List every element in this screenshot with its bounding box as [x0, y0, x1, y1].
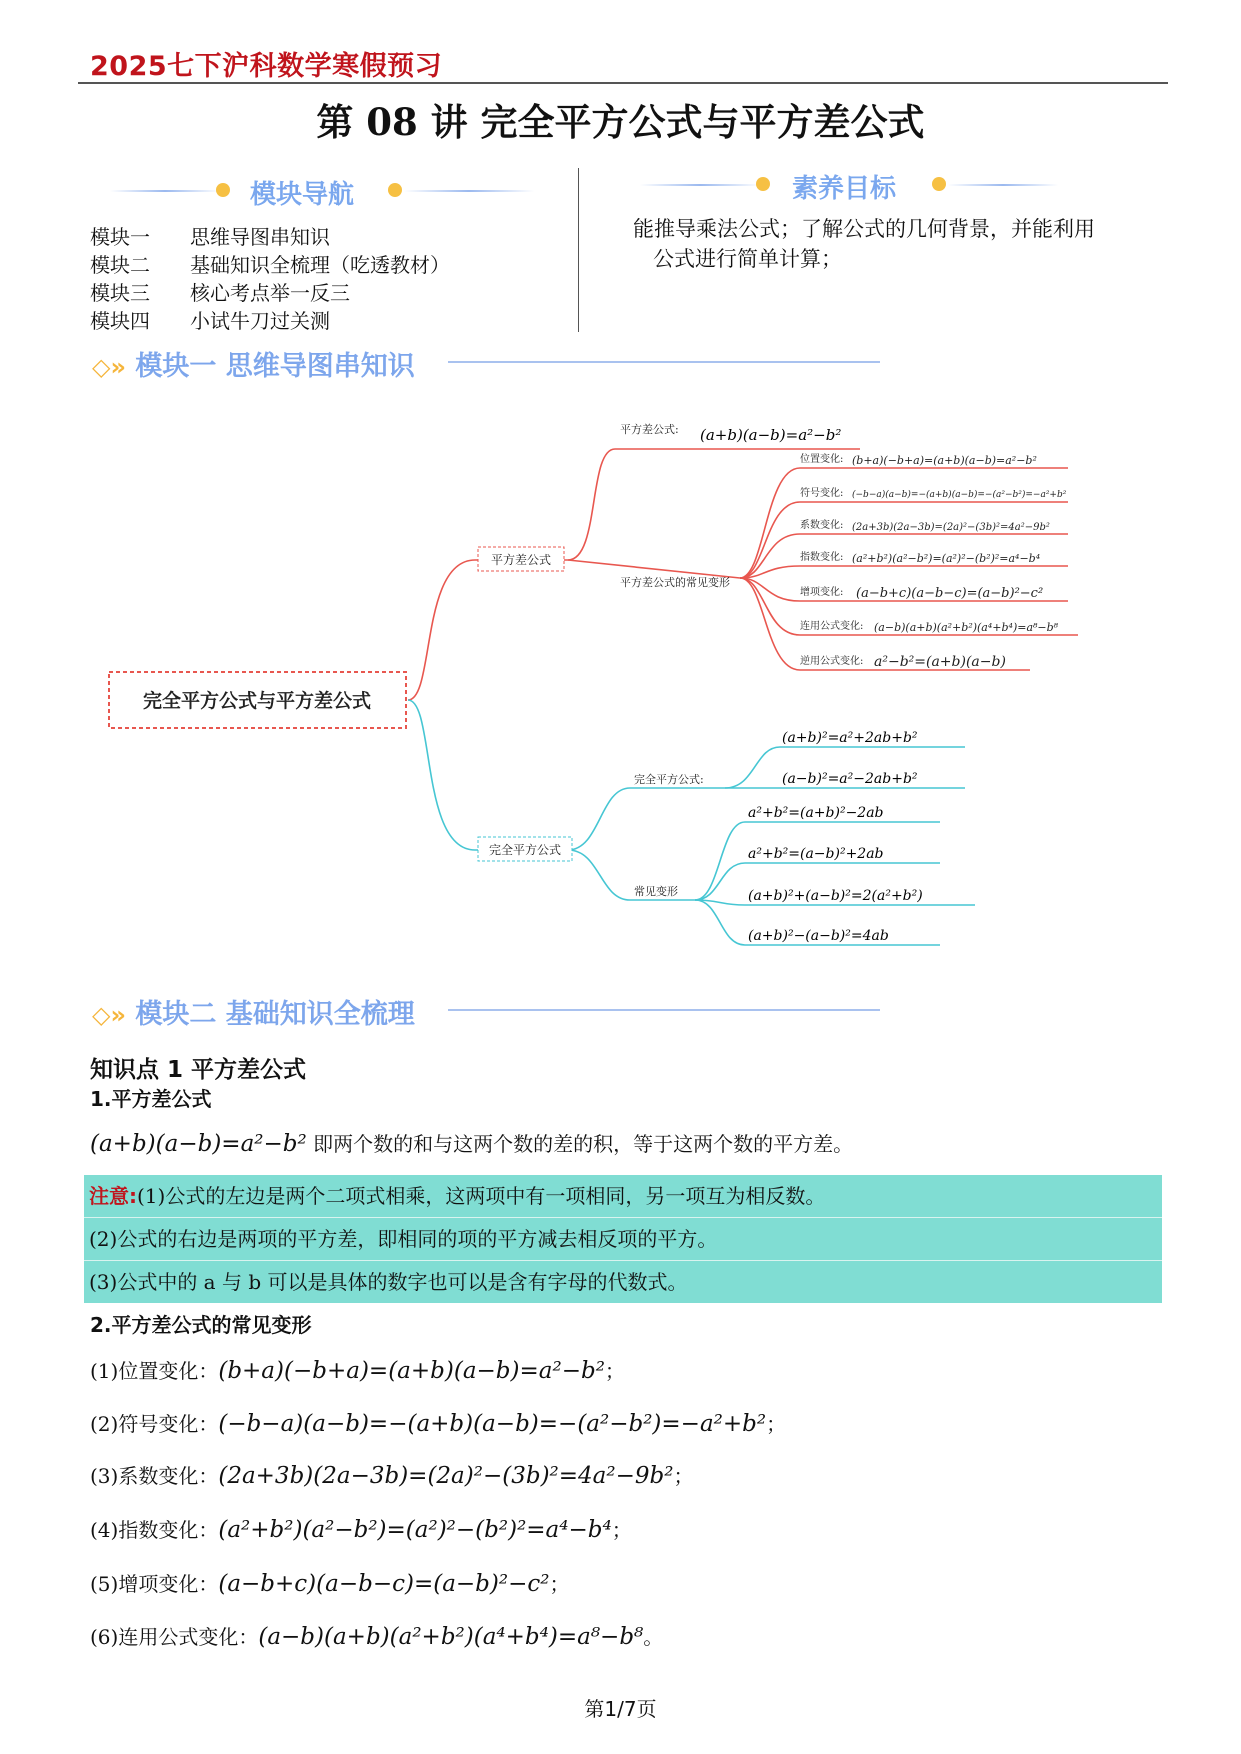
svg-text:连用公式变化:: 连用公式变化: — [800, 621, 864, 632]
svg-text:系数变化:: 系数变化: — [800, 520, 844, 531]
variant-row: (2)符号变化：(−b−a)(a−b)=−(a+b)(a−b)=−(a²−b²)=−a²+b²； — [90, 1411, 787, 1437]
svg-text:a²+b²=(a−b)²+2ab: a²+b²=(a−b)²+2ab — [748, 846, 884, 862]
mindmap-root: 完全平方公式与平方差公式 — [142, 690, 372, 712]
svg-text:(a+b)²−(a−b)²=4ab: (a+b)²−(a−b)²=4ab — [748, 928, 889, 944]
divider — [948, 184, 1058, 186]
variant-row: (6)连用公式变化：(a−b)(a+b)(a²+b²)(a⁴+b⁴)=a⁸−b⁸。 — [90, 1624, 664, 1650]
mindmap — [0, 400, 1241, 980]
double-chevron-icon: ◇» — [92, 353, 126, 381]
svg-text:指数变化:: 指数变化: — [800, 552, 844, 563]
divider — [448, 361, 880, 363]
double-chevron-icon: ◇» — [92, 1001, 126, 1029]
column-divider — [578, 168, 579, 332]
svg-text:(a−b)(a+b)(a²+b²)(a⁴+b⁴)=a⁸−b⁸: (a−b)(a+b)(a²+b²)(a⁴+b⁴)=a⁸−b⁸ — [874, 621, 1059, 634]
svg-text:(−b−a)(a−b)=−(a+b)(a−b)=−(a²−b: (−b−a)(a−b)=−(a+b)(a−b)=−(a²−b²)=−a²+b² — [852, 490, 1067, 500]
goals-text: 能推导乘法公式；了解公式的几何背景，并能利用 公式进行简单计算； — [633, 217, 1095, 271]
divider — [404, 190, 534, 192]
svg-text:(a−b+c)(a−b−c)=(a−b)²−c²: (a−b+c)(a−b−c)=(a−b)²−c² — [856, 586, 1044, 601]
svg-text:(a−b)²=a²−2ab+b²: (a−b)²=a²−2ab+b² — [782, 771, 918, 787]
note-box: 注意:(1)公式的左边是两个二项式相乘，这两项中有一项相同，另一项互为相反数。 (2)公式的右边是两项的平方差，即相同的项的平方减去相反项的平方。 (3)公式中的 a 与 b 可以是具体的数字也可以是含有字母的代数式。 — [84, 1175, 1162, 1303]
svg-text:a²+b²=(a+b)²−2ab: a²+b²=(a+b)²−2ab — [748, 805, 884, 821]
nav-item: 模块二 基础知识全梳理（吃透教材） — [90, 253, 450, 277]
nav-item: 模块一 思维导图串知识 — [90, 225, 330, 249]
kp1-sub2: 2.平方差公式的常见变形 — [90, 1313, 312, 1337]
nav-heading: 模块导航 — [250, 180, 355, 210]
module2-heading: ◇» 模块二 基础知识全梳理 — [92, 999, 415, 1030]
nav-item: 模块三 核心考点举一反三 — [90, 281, 350, 305]
divider — [640, 184, 760, 186]
svg-text:增项变化:: 增项变化: — [800, 587, 844, 598]
dot-icon — [388, 183, 402, 197]
module1-heading: ◇» 模块一 思维导图串知识 — [92, 351, 415, 382]
dot-icon — [932, 177, 946, 191]
svg-text:(2a+3b)(2a−3b)=(2a)²−(3b)²=4a²: (2a+3b)(2a−3b)=(2a)²−(3b)²=4a²−9b² — [852, 522, 1050, 533]
kp1-formula-line: (a+b)(a−b)=a²−b² 即两个数的和与这两个数的差的积，等于这两个数的平方差。 — [90, 1131, 854, 1157]
dot-icon — [216, 183, 230, 197]
goals-heading: 素养目标 — [792, 174, 897, 204]
svg-text:(a²+b²)(a²−b²)=(a²)²−(b²)²=a⁴−: (a²+b²)(a²−b²)=(a²)²−(b²)²=a⁴−b⁴ — [852, 552, 1041, 565]
page-title: 第 08 讲 完全平方公式与平方差公式 — [316, 100, 925, 144]
kp1-title: 知识点 1 平方差公式 — [90, 1057, 307, 1083]
variant-row: (3)系数变化：(2a+3b)(2a−3b)=(2a)²−(3b)²=4a²−9b²； — [90, 1463, 694, 1489]
svg-text:(a+b)(a−b)=a²−b²: (a+b)(a−b)=a²−b² — [700, 426, 842, 444]
svg-text:完全平方公式:: 完全平方公式: — [634, 773, 704, 786]
svg-text:符号变化:: 符号变化: — [800, 488, 844, 499]
mindmap-branch-a: 平方差公式 — [490, 553, 552, 567]
svg-text:(b+a)(−b+a)=(a+b)(a−b)=a²−b²: (b+a)(−b+a)=(a+b)(a−b)=a²−b² — [852, 454, 1037, 467]
svg-text:(a+b)²+(a−b)²=2(a²+b²): (a+b)²+(a−b)²=2(a²+b²) — [748, 888, 923, 904]
dot-icon — [756, 177, 770, 191]
kp1-sub1: 1.平方差公式 — [90, 1087, 212, 1111]
mindmap-branch-b: 完全平方公式 — [488, 843, 562, 857]
page-number: 第1/7页 — [584, 1697, 657, 1721]
svg-text:a²−b²=(a+b)(a−b): a²−b²=(a+b)(a−b) — [874, 654, 1006, 670]
nav-item: 模块四 小试牛刀过关测 — [90, 309, 330, 333]
variant-row: (5)增项变化：(a−b+c)(a−b−c)=(a−b)²−c²； — [90, 1571, 570, 1597]
svg-text:(a+b)²=a²+2ab+b²: (a+b)²=a²+2ab+b² — [782, 730, 918, 746]
svg-text:平方差公式的常见变形: 平方差公式的常见变形 — [620, 576, 730, 589]
svg-text:平方差公式:: 平方差公式: — [620, 423, 679, 436]
svg-text:位置变化:: 位置变化: — [800, 454, 844, 465]
svg-text:常见变形: 常见变形 — [634, 885, 678, 898]
variant-row: (4)指数变化：(a²+b²)(a²−b²)=(a²)²−(b²)²=a⁴−b⁴； — [90, 1517, 632, 1543]
header-divider — [78, 82, 1168, 84]
svg-text:逆用公式变化:: 逆用公式变化: — [800, 656, 864, 667]
divider — [110, 190, 220, 192]
divider — [448, 1009, 880, 1011]
header-title: 2025七下沪科数学寒假预习 — [90, 51, 443, 82]
variant-row: (1)位置变化：(b+a)(−b+a)=(a+b)(a−b)=a²−b²； — [90, 1358, 625, 1384]
